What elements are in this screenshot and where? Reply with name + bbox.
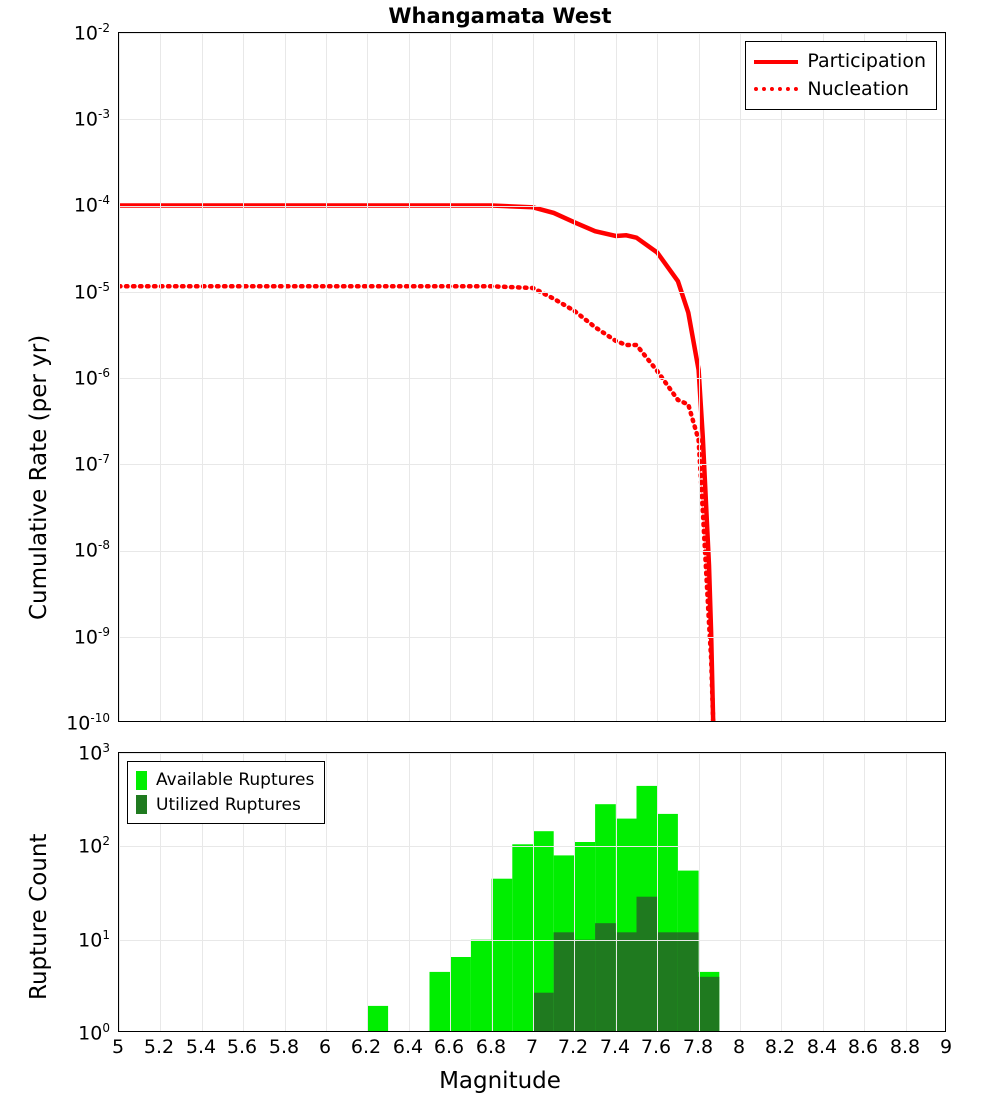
xtick-12: 7.4: [599, 1036, 631, 1058]
dotted-line-swatch-icon: [754, 87, 798, 91]
legend-label-utilized-ruptures: Utilized Ruptures: [156, 794, 301, 815]
xtick-1: 5.2: [143, 1036, 175, 1058]
xtick-8: 6.6: [433, 1036, 465, 1058]
xtick-15: 8: [732, 1036, 746, 1058]
green-box-swatch-icon: [136, 771, 147, 790]
dark-green-box-swatch-icon: [136, 795, 147, 814]
legend-item-nucleation: [754, 76, 926, 104]
xtick-9: 6.8: [475, 1036, 507, 1058]
xtick-2: 5.4: [185, 1036, 217, 1058]
chart-page: Whangamata West Participation Nucleation $10^{-2}$ $10^{-3}$ $10^{-4}$ $10^{-5}$ $10^{-6}$ $10^{-7}$ $10^{-8}$ $10^{-9}$ $10^{-10}$ Cumulative Rate (per yr) Available Ruptures Utilized Ruptures $10^3$ $10^2$ $10^1$ $10^0$ Rupture Count 5 5.2 5.4 5.6 5.8 6 6.2 6.4 6.6 6.8 7 7.2 7.4 7.6 7.8 8 8.2 8.4 8.6 8.8 9 Magnitude: [0, 0, 1000, 1100]
xtick-10: 7: [525, 1036, 539, 1058]
page-title: Whangamata West: [388, 4, 612, 28]
rupture-count-plot: [118, 752, 946, 1032]
solid-line-swatch-icon: [754, 60, 798, 64]
xlabel: Magnitude: [439, 1068, 561, 1094]
xtick-20: 9: [939, 1036, 953, 1058]
xtick-7: 6.4: [392, 1036, 424, 1058]
xtick-18: 8.6: [847, 1036, 879, 1058]
xtick-6: 6.2: [350, 1036, 382, 1058]
legend-item-utilized-ruptures: [136, 793, 314, 818]
xtick-17: 8.4: [806, 1036, 838, 1058]
xtick-4: 5.8: [268, 1036, 300, 1058]
ylabel-bottom: Rupture Count: [26, 833, 52, 1000]
legend-top: [745, 41, 937, 110]
legend-label-nucleation: Nucleation: [807, 77, 910, 100]
ylabel-top: Cumulative Rate (per yr): [26, 334, 52, 620]
xtick-5: 6: [318, 1036, 332, 1058]
legend-item-available-ruptures: [136, 768, 314, 793]
xtick-14: 7.8: [682, 1036, 714, 1058]
cumulative-rate-plot: [118, 32, 946, 722]
legend-item-participation: [754, 48, 926, 76]
xtick-16: 8.2: [764, 1036, 796, 1058]
legend-label-available-ruptures: Available Ruptures: [156, 770, 315, 790]
xtick-13: 7.6: [640, 1036, 672, 1058]
xtick-3: 5.6: [226, 1036, 258, 1058]
xtick-0: 5: [111, 1036, 125, 1058]
xtick-19: 8.8: [889, 1036, 921, 1058]
xtick-11: 7.2: [557, 1036, 589, 1058]
legend-bottom: [127, 761, 325, 824]
legend-label-participation: Participation: [807, 50, 926, 72]
nucleation-curve: [119, 286, 713, 722]
